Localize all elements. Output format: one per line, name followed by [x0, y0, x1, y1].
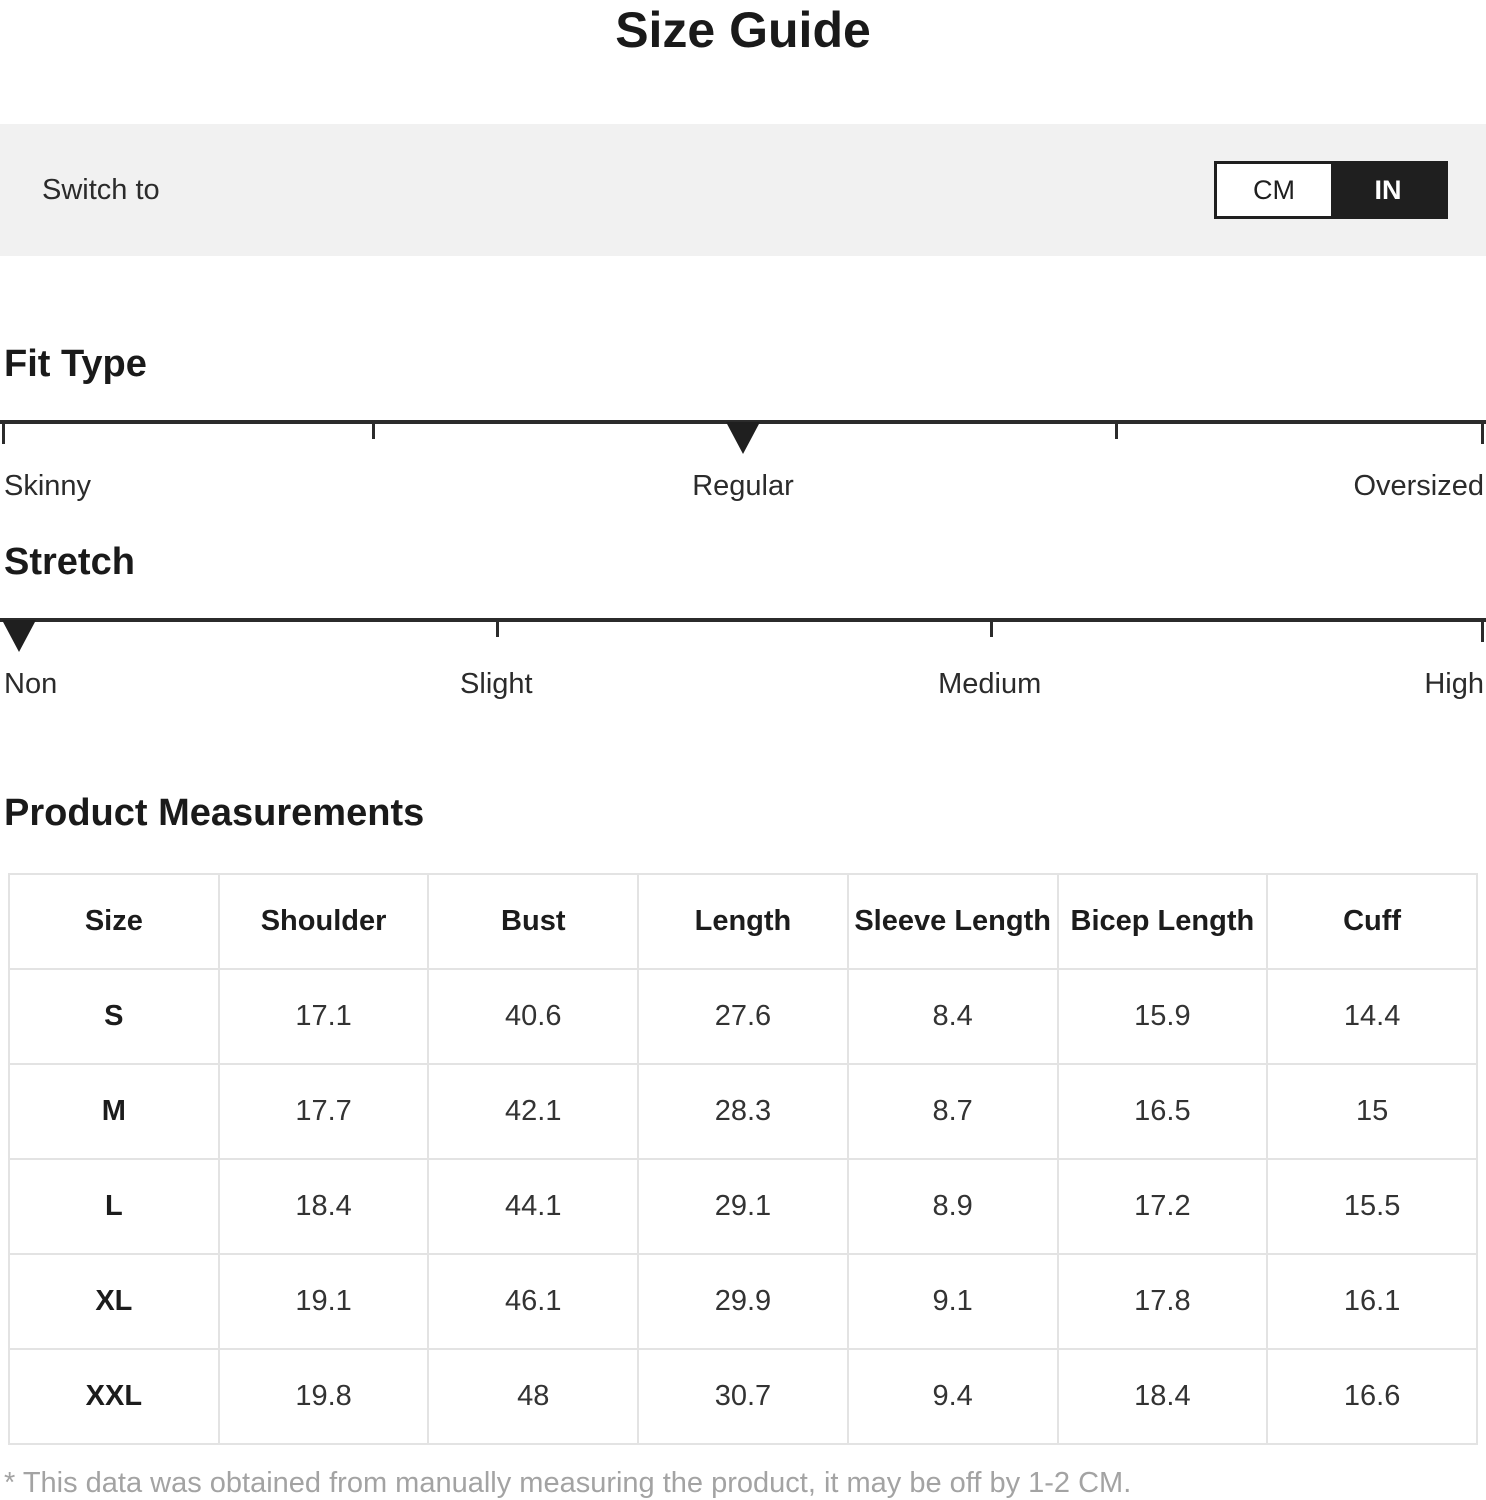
fit-type-tick: [1481, 420, 1484, 444]
table-row: [9, 1159, 1477, 1254]
measurement-cell: 9.4: [848, 1349, 1058, 1444]
unit-switch-bar: [0, 124, 1486, 256]
stretch-tick: [990, 618, 993, 637]
table-row: [9, 1254, 1477, 1349]
stretch-tick: [496, 618, 499, 637]
table-header-cell: Bicep Length: [1058, 874, 1268, 969]
measurement-cell: 40.6: [428, 969, 638, 1064]
stretch-scale: [0, 618, 1486, 664]
stretch-heading: Stretch: [4, 541, 135, 583]
fit-type-scale: [0, 420, 1486, 466]
product-measurements-heading: Product Measurements: [4, 792, 425, 834]
switch-to-label: Switch to: [42, 173, 160, 206]
measurement-cell: 48: [428, 1349, 638, 1444]
measurement-cell: 27.6: [638, 969, 848, 1064]
measurement-cell: 9.1: [848, 1254, 1058, 1349]
size-cell: S: [9, 969, 219, 1064]
measurement-cell: 8.7: [848, 1064, 1058, 1159]
table-header-cell: Cuff: [1267, 874, 1477, 969]
measurements-table: [8, 873, 1478, 1445]
size-cell: XXL: [9, 1349, 219, 1444]
table-header-row: [9, 874, 1477, 969]
measurement-cell: 19.8: [219, 1349, 429, 1444]
measurement-cell: 16.6: [1267, 1349, 1477, 1444]
fit-type-marker-icon: [726, 422, 760, 454]
fit-type-tick: [2, 420, 5, 444]
cm-button[interactable]: CM: [1217, 164, 1331, 216]
size-cell: L: [9, 1159, 219, 1254]
stretch-tick: [1481, 618, 1484, 642]
measurement-cell: 46.1: [428, 1254, 638, 1349]
stretch-label-slight: Slight: [460, 668, 533, 700]
fit-type-tick: [1115, 420, 1118, 439]
table-header-cell: Shoulder: [219, 874, 429, 969]
measurement-cell: 17.1: [219, 969, 429, 1064]
size-cell: M: [9, 1064, 219, 1159]
measurement-cell: 29.9: [638, 1254, 848, 1349]
page-title: Size Guide: [615, 2, 871, 58]
fit-type-tick: [372, 420, 375, 439]
table-header-cell: Bust: [428, 874, 638, 969]
table-header-cell: Length: [638, 874, 848, 969]
table-header-cell: Size: [9, 874, 219, 969]
measurement-footnote: * This data was obtained from manually measuring the product, it may be off by 1-2 CM.: [4, 1467, 1132, 1499]
fit-type-labels: [0, 470, 1486, 504]
measurement-cell: 15: [1267, 1064, 1477, 1159]
measurement-cell: 18.4: [219, 1159, 429, 1254]
measurement-cell: 16.5: [1058, 1064, 1268, 1159]
table-row: [9, 969, 1477, 1064]
table-row: [9, 1349, 1477, 1444]
measurement-cell: 19.1: [219, 1254, 429, 1349]
measurement-cell: 14.4: [1267, 969, 1477, 1064]
measurement-cell: 29.1: [638, 1159, 848, 1254]
size-cell: XL: [9, 1254, 219, 1349]
measurement-cell: 42.1: [428, 1064, 638, 1159]
fit-type-label-skinny: Skinny: [4, 470, 92, 502]
fit-type-label-regular: Regular: [692, 470, 794, 502]
measurement-cell: 8.4: [848, 969, 1058, 1064]
unit-toggle: [1214, 161, 1448, 219]
stretch-label-high: High: [1424, 668, 1484, 700]
measurement-cell: 44.1: [428, 1159, 638, 1254]
measurement-cell: 17.7: [219, 1064, 429, 1159]
measurement-cell: 15.5: [1267, 1159, 1477, 1254]
table-header-cell: Sleeve Length: [848, 874, 1058, 969]
stretch-label-non: Non: [4, 668, 58, 700]
measurement-cell: 15.9: [1058, 969, 1268, 1064]
measurement-cell: 8.9: [848, 1159, 1058, 1254]
stretch-label-medium: Medium: [938, 668, 1042, 700]
measurement-cell: 30.7: [638, 1349, 848, 1444]
stretch-track: [0, 618, 1486, 622]
measurement-cell: 16.1: [1267, 1254, 1477, 1349]
stretch-labels: [0, 668, 1486, 702]
measurement-cell: 17.8: [1058, 1254, 1268, 1349]
stretch-marker-icon: [2, 620, 36, 652]
in-button[interactable]: IN: [1331, 164, 1445, 216]
measurement-cell: 28.3: [638, 1064, 848, 1159]
measurement-cell: 18.4: [1058, 1349, 1268, 1444]
fit-type-heading: Fit Type: [4, 343, 147, 385]
table-row: [9, 1064, 1477, 1159]
fit-type-label-oversized: Oversized: [1353, 470, 1484, 502]
measurement-cell: 17.2: [1058, 1159, 1268, 1254]
